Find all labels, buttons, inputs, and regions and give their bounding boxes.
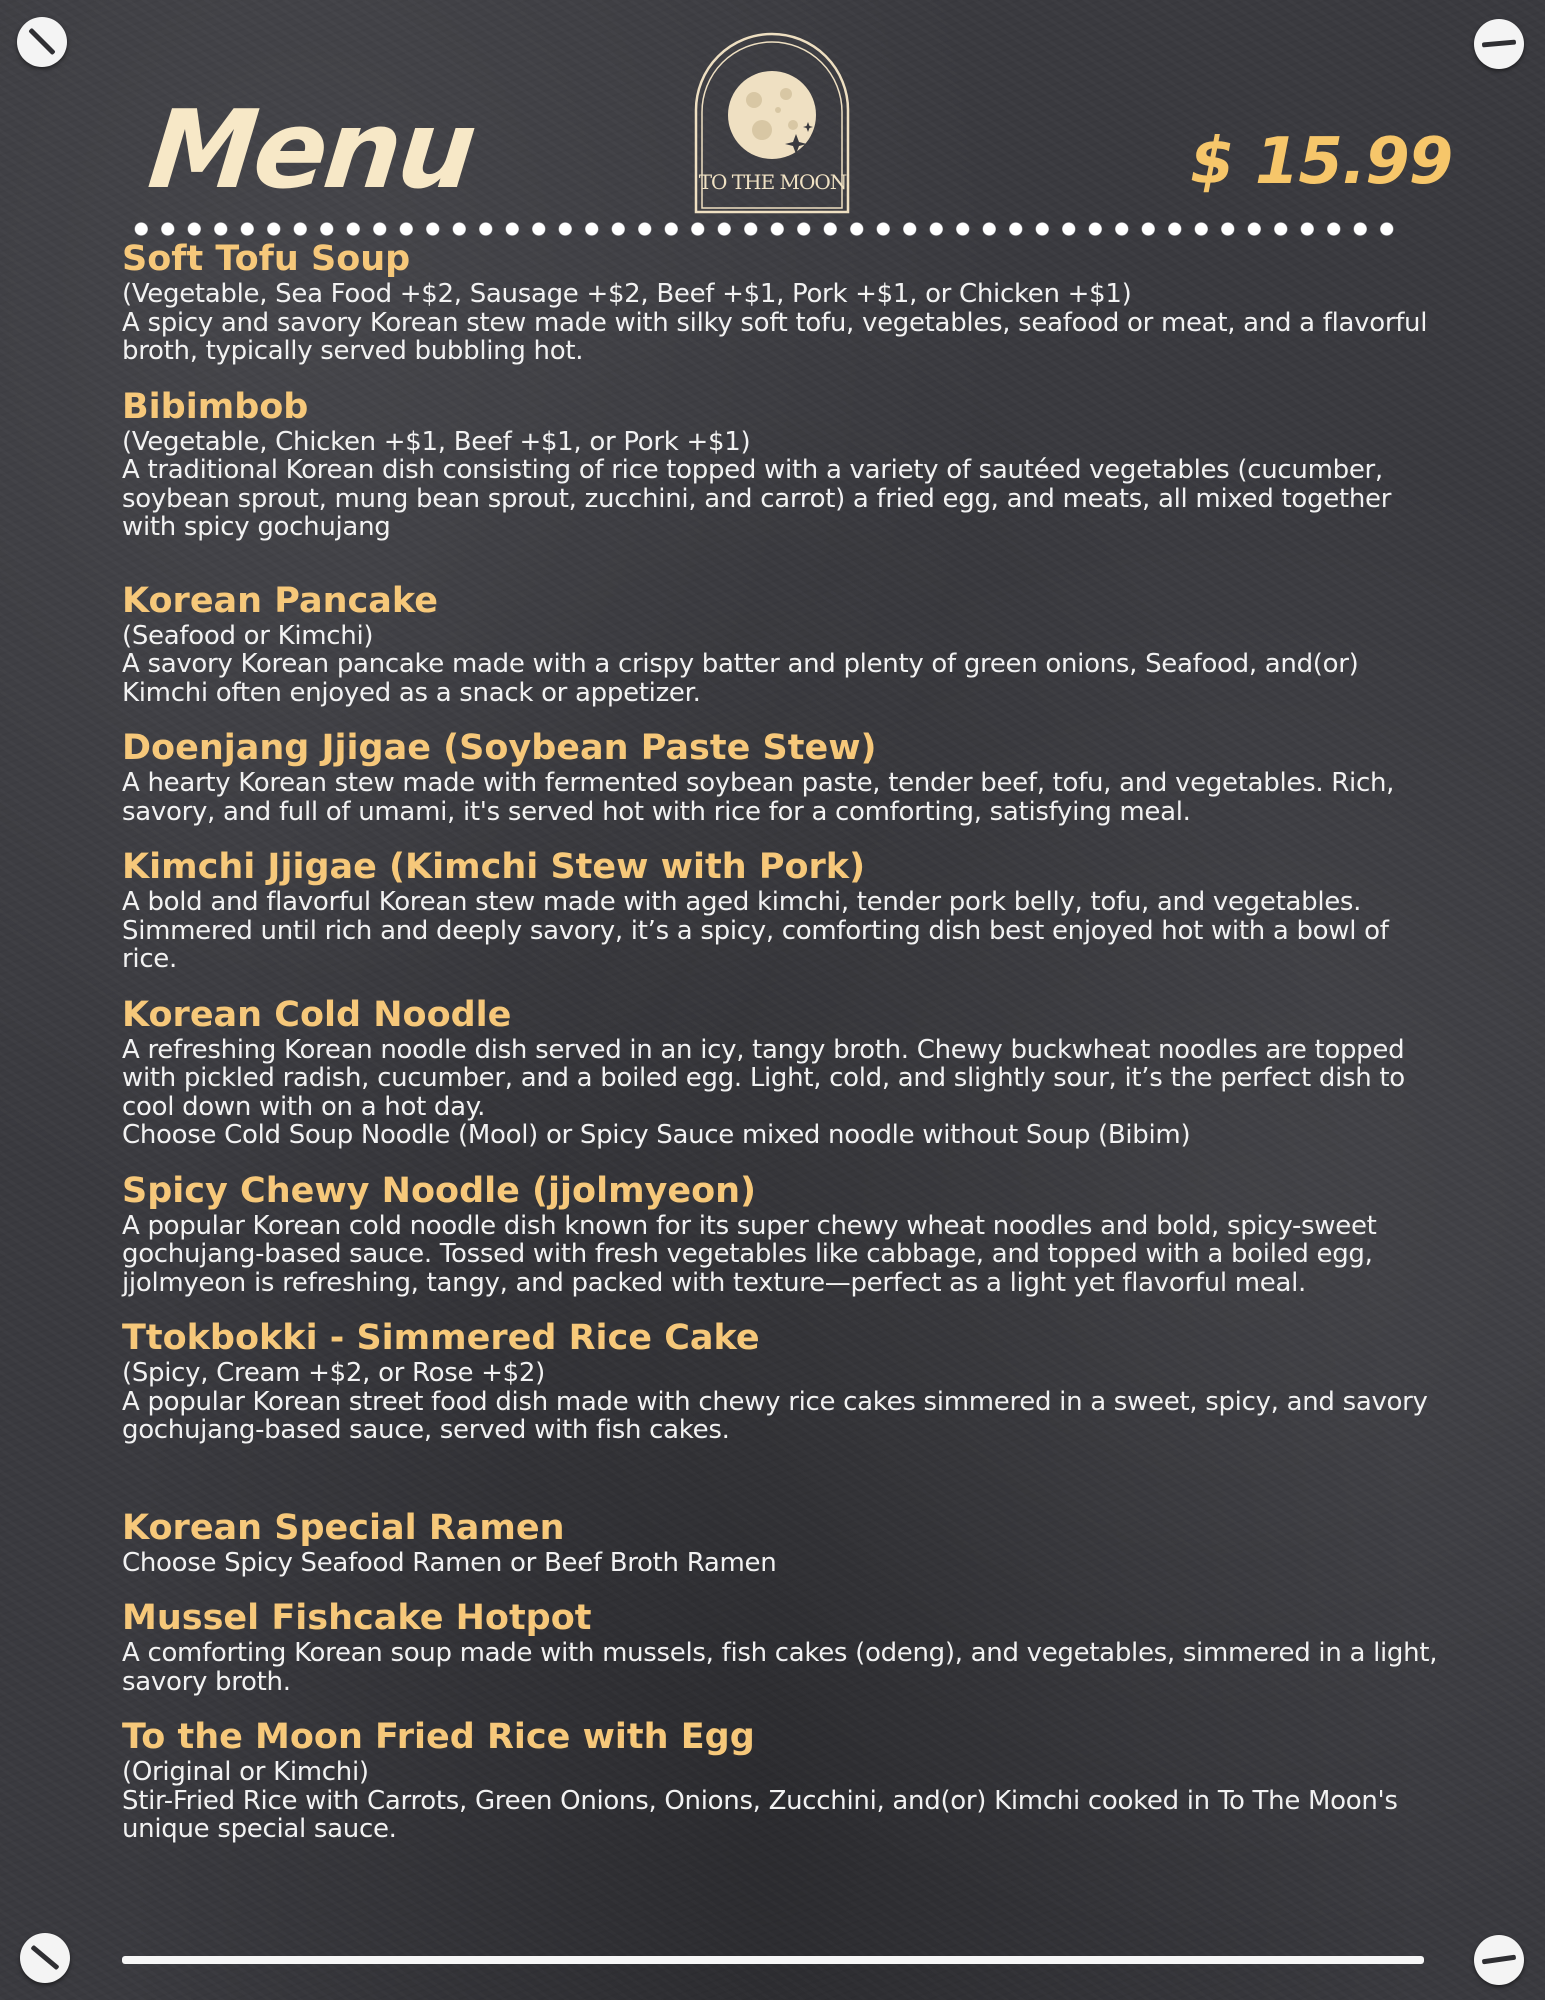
menu-item xyxy=(122,386,1452,542)
dotted-divider xyxy=(128,222,1398,236)
menu-item-description-line: soybean sprout, mung bean sprout, zucchini, and carrot) a fried egg, and meats, all mixed together xyxy=(122,483,1392,514)
pushpin-bottom-right-icon xyxy=(1474,1935,1524,1985)
menu-item-description-line: broth, typically served bubbling hot. xyxy=(122,336,584,366)
pushpin-top-right-icon xyxy=(1474,19,1524,69)
menu-item xyxy=(122,727,1452,826)
menu-item-description-line: cool down with on a hot day. xyxy=(122,1091,486,1122)
menu-item-name: Soft Tofu Soup xyxy=(122,239,411,279)
logo-text: TO THE MOON xyxy=(698,170,847,194)
menu-item xyxy=(122,1716,1452,1844)
menu-item-description-line: (Original or Kimchi) xyxy=(122,1757,369,1787)
menu-item-description-line: savory, and full of umami, it's served hot with rice for a comforting, satisfying meal. xyxy=(122,796,1191,827)
menu-item-description-line: A refreshing Korean noodle dish served in an icy, tangy broth. Chewy buckwheat noodles are topped xyxy=(122,1034,1405,1065)
menu-item xyxy=(122,1170,1452,1298)
menu-item-description-line: A spicy and savory Korean stew made with silky soft tofu, vegetables, seafood or meat, and a flavorful xyxy=(122,307,1428,338)
menu-item-description-line: Choose Spicy Seafood Ramen or Beef Broth Ramen xyxy=(122,1547,777,1578)
pushpin-top-left-icon xyxy=(17,17,67,67)
menu-item-description-line: A popular Korean cold noodle dish known for its super chewy wheat noodles and bold, spicy-sweet xyxy=(122,1210,1377,1241)
menu-item xyxy=(122,1507,1452,1578)
menu-item-description-line: (Vegetable, Chicken +$1, Beef +$1, or Pork +$1) xyxy=(122,426,751,457)
menu-item-description-line: (Spicy, Cream +$2, or Rose +$2) xyxy=(122,1358,545,1388)
menu-item xyxy=(122,846,1452,974)
menu-item-description-line: Kimchi often enjoyed as a snack or appetizer. xyxy=(122,677,701,708)
menu-item-name: To the Moon Fried Rice with Egg xyxy=(122,1717,755,1757)
to-the-moon-logo xyxy=(690,30,855,216)
menu-item-description-line: A bold and flavorful Korean stew made with aged kimchi, tender pork belly, tofu, and vegetables. xyxy=(122,887,1362,917)
menu-items-list xyxy=(122,238,1452,1844)
menu-item-description-line: Simmered until rich and deeply savory, it’s a spicy, comforting dish best enjoyed hot with a bowl of xyxy=(122,915,1389,946)
bottom-divider xyxy=(122,1956,1424,1964)
menu-item xyxy=(122,994,1452,1150)
pushpin-bottom-left-icon xyxy=(20,1933,70,1983)
menu-item-name: Ttokbokki - Simmered Rice Cake xyxy=(122,1318,760,1358)
menu-item-description-line: (Vegetable, Sea Food +$2, Sausage +$2, Beef +$1, Pork +$1, or Chicken +$1) xyxy=(122,279,1132,309)
menu-item-description-line: jjolmyeon is refreshing, tangy, and packed with texture—perfect as a light yet flavorful meal. xyxy=(122,1267,1307,1298)
menu-item-name: Korean Special Ramen xyxy=(122,1507,565,1548)
menu-item-description-line: (Seafood or Kimchi) xyxy=(122,620,374,651)
menu-item-name: Korean Pancake xyxy=(122,580,438,621)
menu-item-description-line: A traditional Korean dish consisting of rice topped with a variety of sautéed vegetables (cucumber, xyxy=(122,455,1383,485)
menu-item xyxy=(122,1597,1452,1696)
menu-item-name: Korean Cold Noodle xyxy=(122,994,512,1035)
menu-item-description-line: A savory Korean pancake made with a crispy batter and plenty of green onions, Seafood, and(or) xyxy=(122,649,1359,679)
menu-item-name: Kimchi Jjigae (Kimchi Stew with Pork) xyxy=(122,847,866,887)
menu-item-description-line: with pickled radish, cucumber, and a boiled egg. Light, cold, and slightly sour, it’s the perfect dish to xyxy=(122,1063,1405,1093)
menu-item-description-line: Choose Cold Soup Noodle (Mool) or Spicy Sauce mixed noodle without Soup (Bibim) xyxy=(122,1120,1191,1150)
menu-item-description-line: savory broth. xyxy=(122,1666,291,1697)
menu-item-description-line: with spicy gochujang xyxy=(122,512,391,542)
menu-item-name: Spicy Chewy Noodle (jjolmyeon) xyxy=(122,1170,757,1211)
menu-item-description-line: Stir-Fried Rice with Carrots, Green Onions, Onions, Zucchini, and(or) Kimchi cooked in To The Moon's xyxy=(122,1785,1398,1816)
menu-title: Menu xyxy=(143,88,480,213)
menu-item xyxy=(122,1317,1452,1445)
menu-item-description-line: gochujang-based sauce. Tossed with fresh vegetables like cabbage, and topped with a boiled egg, xyxy=(122,1239,1373,1269)
menu-item-name: Doenjang Jjigae (Soybean Paste Stew) xyxy=(122,728,877,768)
menu-item xyxy=(122,580,1452,708)
price: $ 15.99 xyxy=(1190,125,1453,199)
menu-item-description-line: rice. xyxy=(122,944,177,974)
menu-item xyxy=(122,238,1452,366)
menu-item-description-line: A hearty Korean stew made with fermented soybean paste, tender beef, tofu, and vegetables. Rich, xyxy=(122,768,1395,798)
menu-item-description-line: gochujang-based sauce, served with fish cakes. xyxy=(122,1415,730,1445)
menu-item-description-line: unique special sauce. xyxy=(122,1814,397,1844)
menu-item-description-line: A comforting Korean soup made with mussels, fish cakes (odeng), and vegetables, simmered in a light, xyxy=(122,1638,1438,1668)
menu-item-name: Mussel Fishcake Hotpot xyxy=(122,1598,592,1638)
menu-item-name: Bibimbob xyxy=(122,386,309,427)
menu-item-description-line: A popular Korean street food dish made with chewy rice cakes simmered in a sweet, spicy, and savory xyxy=(122,1386,1428,1417)
